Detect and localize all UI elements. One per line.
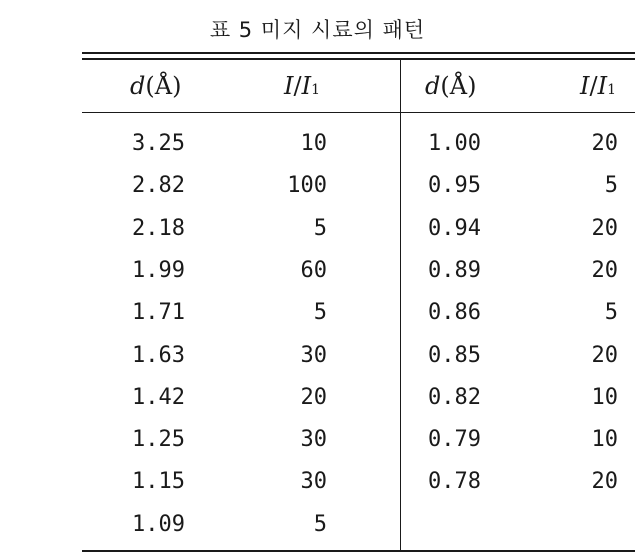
cell-d-right: 0.85 xyxy=(428,343,481,368)
cell-intensity-right: 20 xyxy=(591,131,618,156)
header-intensity-left xyxy=(284,70,320,106)
d-unit: (Å) xyxy=(440,72,477,100)
cell-intensity-left: 20 xyxy=(300,385,327,410)
i1-subscript: 1 xyxy=(311,82,320,98)
cell-intensity-right: 10 xyxy=(591,427,618,452)
header-d-left xyxy=(130,70,181,102)
cell-intensity-right: 5 xyxy=(604,173,618,198)
cell-d-right: 0.86 xyxy=(428,300,481,325)
d-symbol: d xyxy=(425,72,441,100)
cell-intensity-left: 30 xyxy=(300,343,327,368)
cell-intensity-left: 5 xyxy=(313,216,327,241)
slash: / xyxy=(589,72,598,100)
cell-d-left: 1.42 xyxy=(132,385,185,410)
column-divider xyxy=(400,58,401,550)
cell-intensity-left: 30 xyxy=(300,427,327,452)
d-symbol: d xyxy=(130,72,146,100)
table-caption: 표 5 미지 시료의 패턴 xyxy=(209,18,426,42)
header-rule xyxy=(82,112,635,113)
cell-d-left: 1.99 xyxy=(132,258,185,283)
cell-intensity-left: 30 xyxy=(300,469,327,494)
cell-intensity-left: 5 xyxy=(313,300,327,325)
cell-d-right: 0.82 xyxy=(428,385,481,410)
cell-d-left: 1.15 xyxy=(132,469,185,494)
cell-d-right: 0.95 xyxy=(428,173,481,198)
cell-d-left: 1.25 xyxy=(132,427,185,452)
cell-d-left: 2.82 xyxy=(132,173,185,198)
i1-symbol: I xyxy=(301,72,312,100)
cell-d-right: 0.89 xyxy=(428,258,481,283)
cell-intensity-left: 100 xyxy=(287,173,327,198)
cell-d-left: 1.09 xyxy=(132,512,185,537)
i1-symbol: I xyxy=(597,72,608,100)
cell-d-right: 0.78 xyxy=(428,469,481,494)
i-symbol: I xyxy=(284,72,294,100)
top-rule-outer xyxy=(82,52,635,54)
i1-subscript: 1 xyxy=(607,82,616,98)
cell-d-left: 2.18 xyxy=(132,216,185,241)
cell-intensity-left: 5 xyxy=(313,512,327,537)
cell-d-right: 0.79 xyxy=(428,427,481,452)
cell-d-left: 3.25 xyxy=(132,131,185,156)
top-rule-inner xyxy=(82,58,635,60)
cell-intensity-right: 10 xyxy=(591,385,618,410)
cell-d-right: 0.94 xyxy=(428,216,481,241)
cell-intensity-right: 20 xyxy=(591,469,618,494)
cell-d-left: 1.71 xyxy=(132,300,185,325)
d-unit: (Å) xyxy=(145,72,182,100)
cell-intensity-right: 20 xyxy=(591,216,618,241)
cell-intensity-right: 5 xyxy=(604,300,618,325)
i-symbol: I xyxy=(580,72,590,100)
cell-intensity-left: 10 xyxy=(300,131,327,156)
cell-intensity-right: 20 xyxy=(591,343,618,368)
header-d-right xyxy=(425,70,476,102)
cell-d-right: 1.00 xyxy=(428,131,481,156)
cell-d-left: 1.63 xyxy=(132,343,185,368)
slash: / xyxy=(293,72,302,100)
bottom-rule xyxy=(82,550,635,552)
cell-intensity-left: 60 xyxy=(300,258,327,283)
cell-intensity-right: 20 xyxy=(591,258,618,283)
header-intensity-right xyxy=(580,70,616,106)
